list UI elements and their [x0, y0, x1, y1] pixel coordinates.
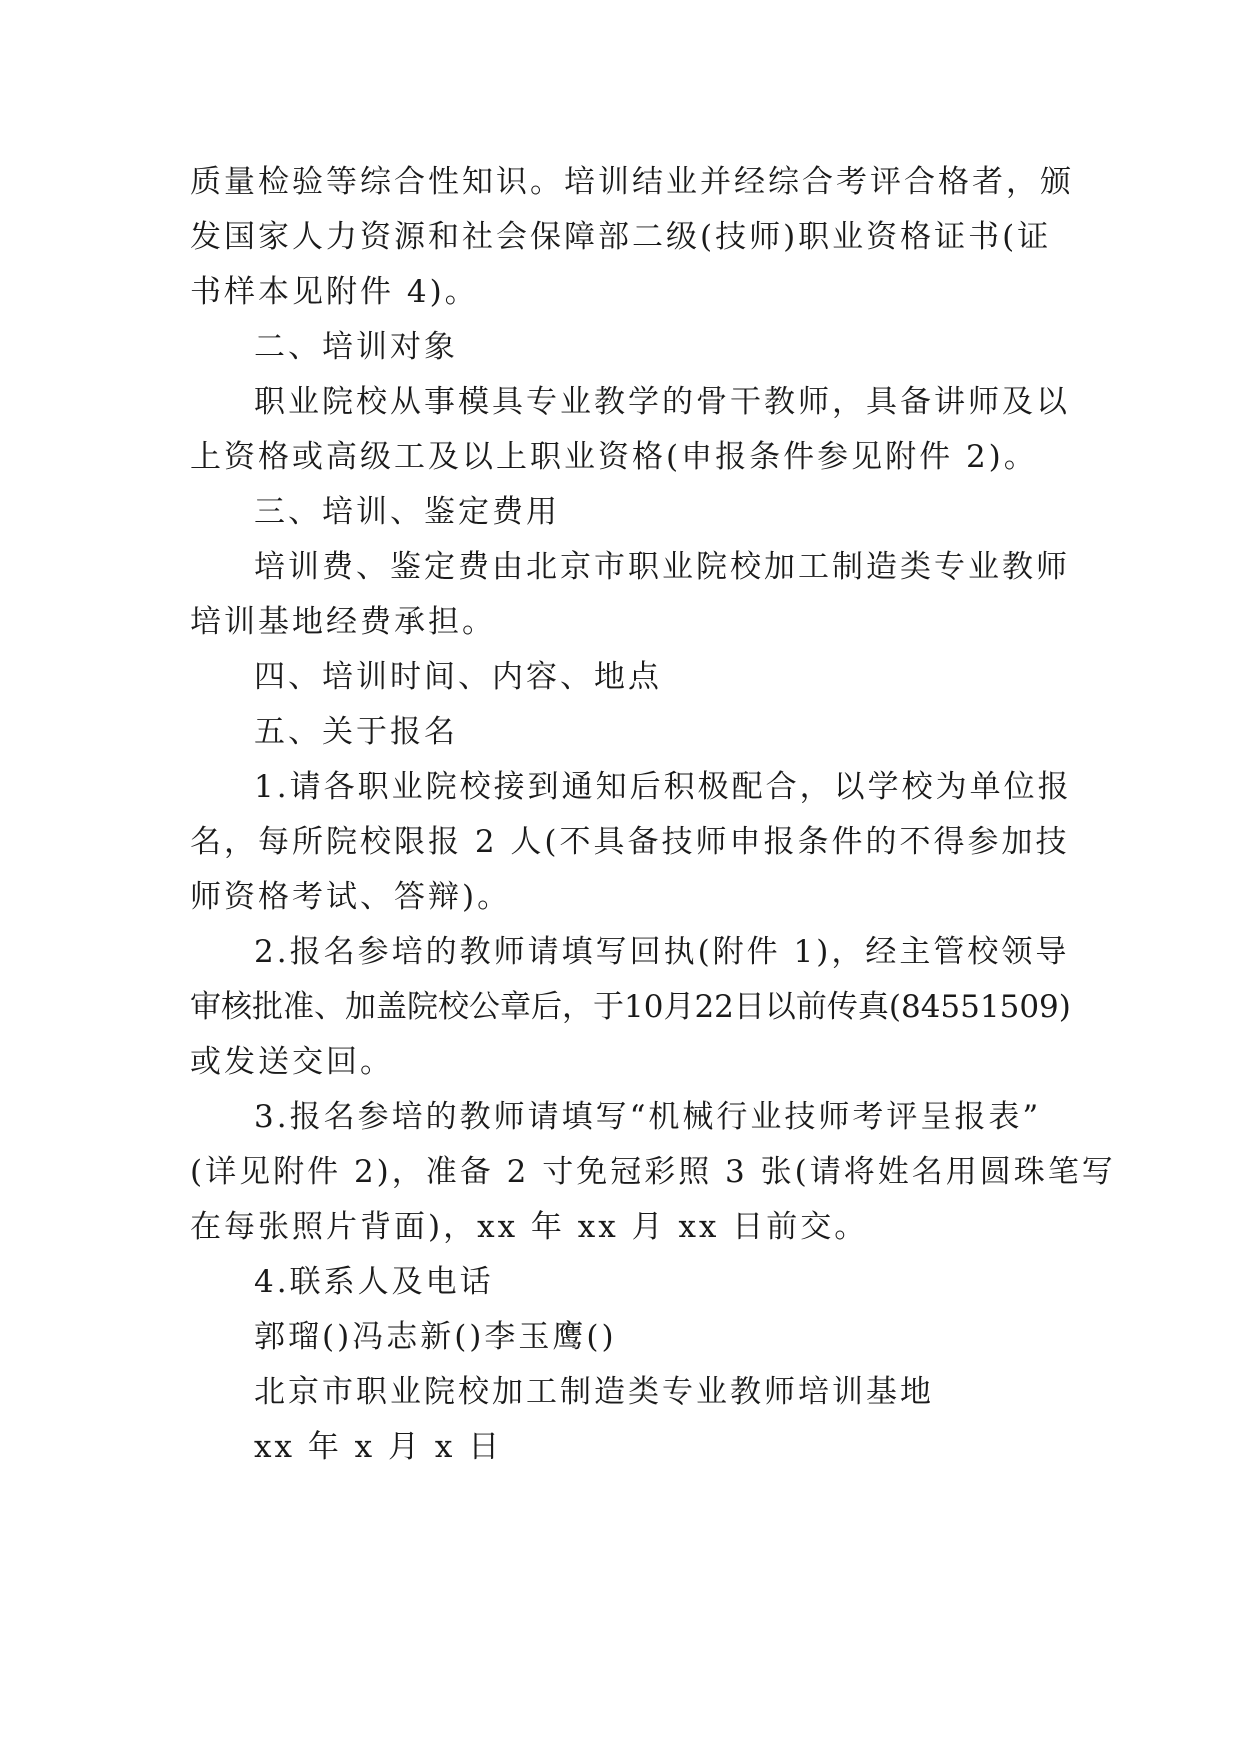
contact-names: 郭瑠()冯志新()李玉鹰() [254, 1319, 617, 1355]
paragraph-line: 或发送交回。 [190, 1044, 394, 1080]
paragraph-line: 上资格或高级工及以上职业资格(申报条件参见附件 2)。 [190, 439, 1038, 475]
section-heading-registration: 五、关于报名 [254, 714, 458, 750]
contact-heading: 4.联系人及电话 [254, 1264, 494, 1300]
section-heading-training-target: 二、培训对象 [254, 329, 458, 365]
paragraph-line: 质量检验等综合性知识。培训结业并经综合考评合格者，颁 [190, 164, 1074, 200]
paragraph-line: 3.报名参培的教师请填写“机械行业技师考评呈报表” [254, 1099, 1042, 1135]
document-body [190, 155, 1116, 1475]
paragraph-line: 在每张照片背面)，xx 年 xx 月 xx 日前交。 [190, 1209, 869, 1245]
paragraph-line: 培训基地经费承担。 [190, 604, 496, 640]
paragraph-line: 培训费、鉴定费由北京市职业院校加工制造类专业教师 [254, 549, 1070, 585]
section-heading-time-content-location: 四、培训时间、内容、地点 [254, 659, 662, 695]
paragraph-line: 名，每所院校限报 2 人(不具备技师申报条件的不得参加技 [190, 824, 1070, 860]
section-heading-fees: 三、培训、鉴定费用 [254, 494, 560, 530]
paragraph-line: 发国家人力资源和社会保障部二级(技师)职业资格证书(证 [190, 219, 1052, 255]
paragraph-line: 师资格考试、答辩)。 [190, 879, 512, 915]
paragraph-line: (详见附件 2)，准备 2 寸免冠彩照 3 张(请将姓名用圆珠笔写 [190, 1154, 1116, 1190]
issue-date: xx 年 x 月 x 日 [254, 1429, 503, 1465]
paragraph-line: 审核批准、加盖院校公章后，于10月22日以前传真(84551509) [190, 989, 1071, 1025]
paragraph-line: 书样本见附件 4)。 [190, 274, 479, 310]
paragraph-line: 2.报名参培的教师请填写回执(附件 1)，经主管校领导 [254, 934, 1070, 970]
paragraph-line: 职业院校从事模具专业教学的骨干教师，具备讲师及以 [254, 384, 1070, 420]
issuer-name: 北京市职业院校加工制造类专业教师培训基地 [254, 1374, 934, 1410]
paragraph-line: 1.请各职业院校接到通知后积极配合，以学校为单位报 [254, 769, 1072, 805]
